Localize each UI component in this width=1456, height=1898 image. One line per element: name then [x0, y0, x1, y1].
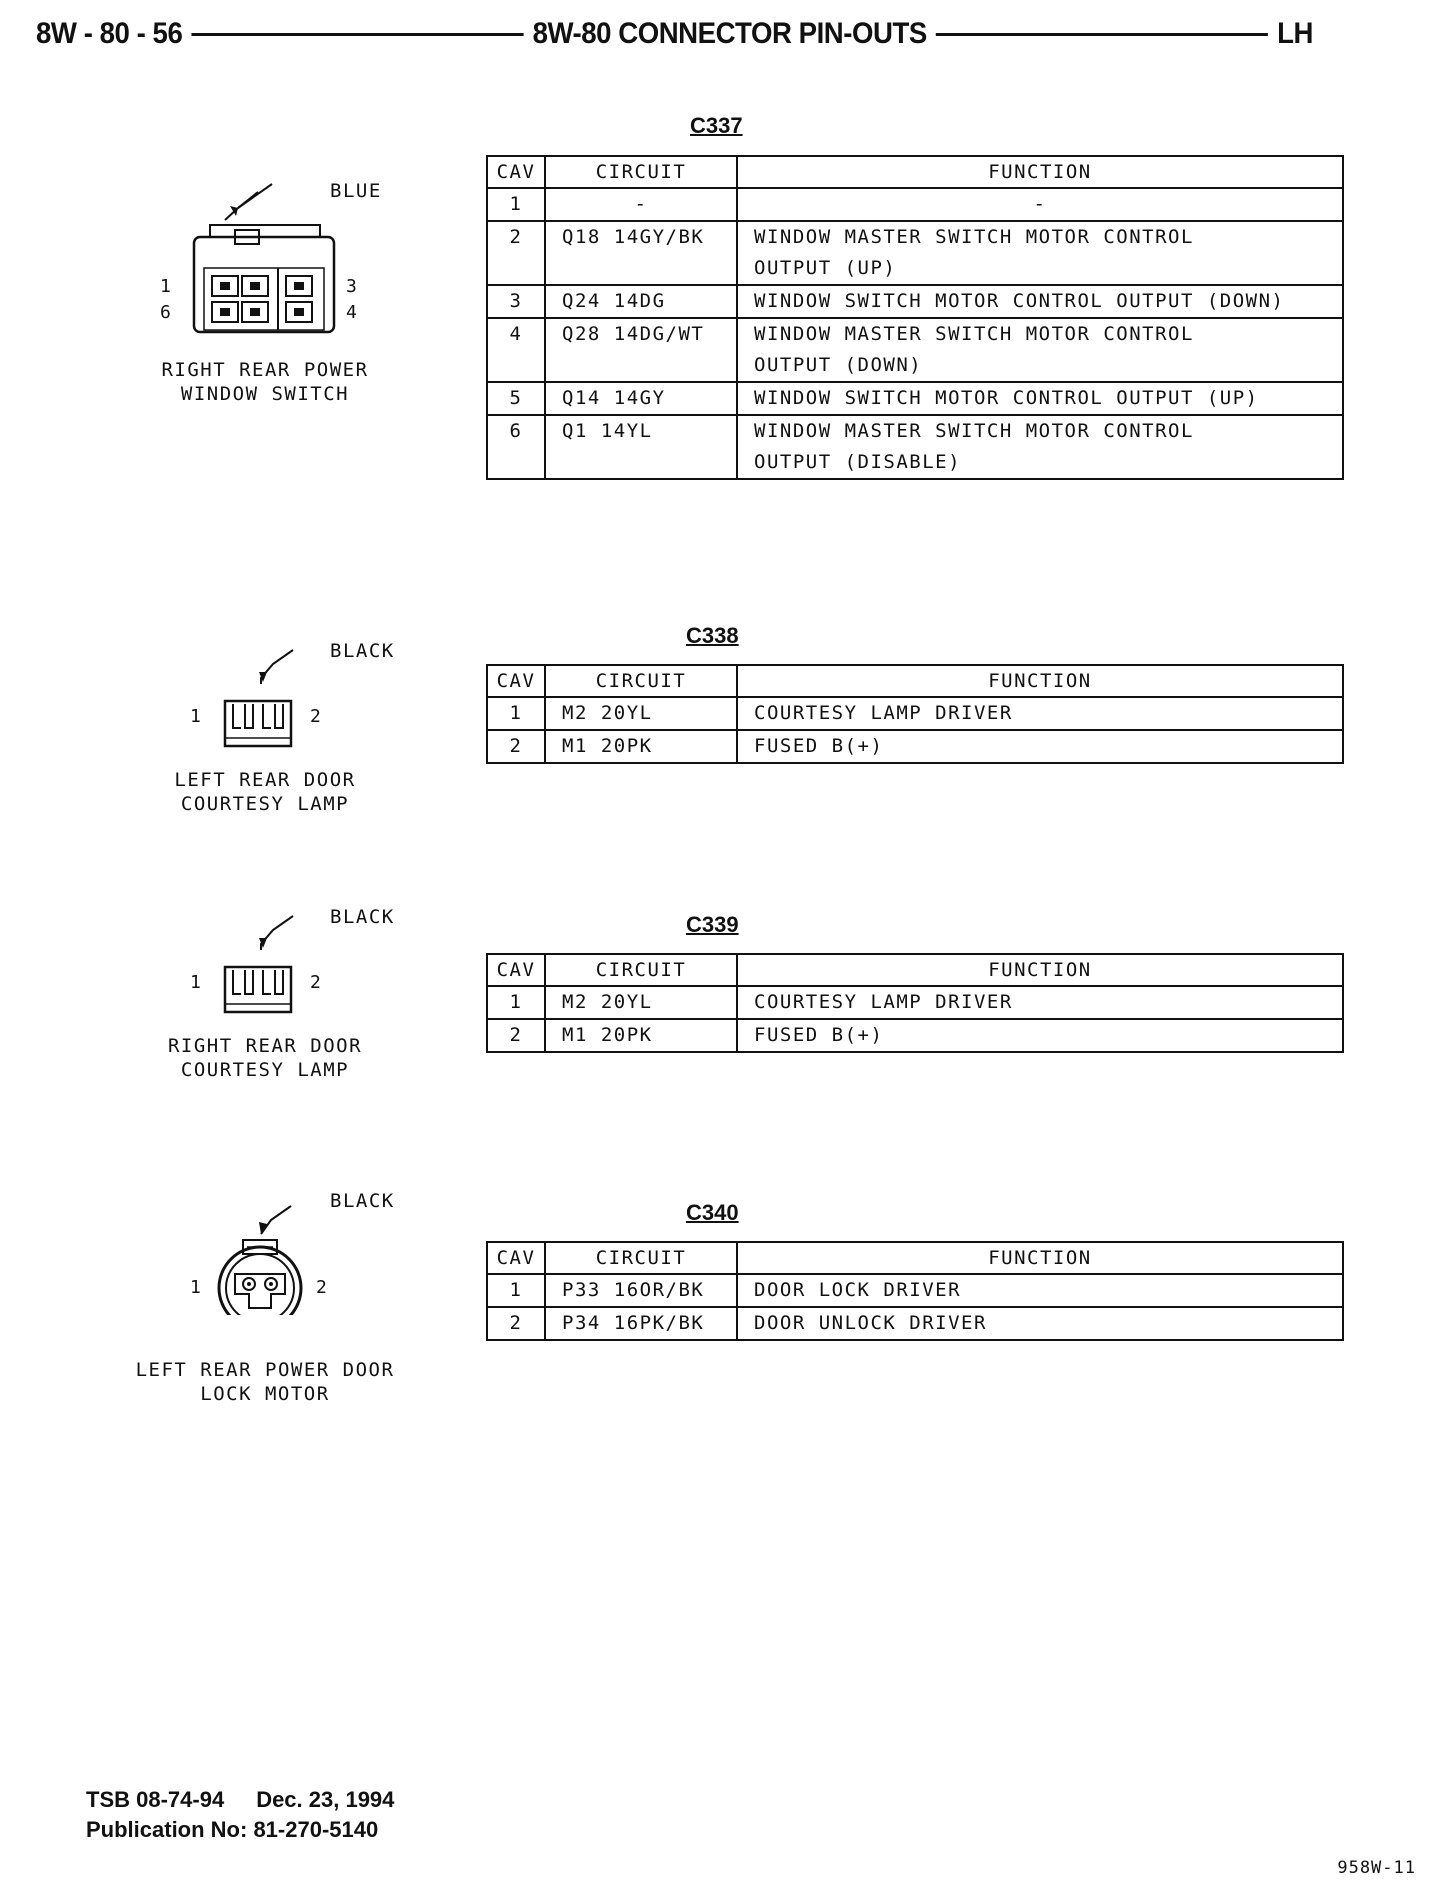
- cav-cell: 1: [487, 986, 545, 1019]
- table-row: [487, 986, 1343, 1019]
- function-cell: [737, 415, 1343, 479]
- pin-label: 1: [160, 276, 171, 297]
- label-line: WINDOW SWITCH: [180, 383, 350, 405]
- circuit-cell: Q28 14DG/WT: [545, 318, 737, 382]
- pin-label: 3: [346, 276, 357, 297]
- table-row: [487, 318, 1343, 382]
- pin-label: 1: [190, 972, 201, 993]
- function-line: WINDOW MASTER SWITCH MOTOR CONTROL: [754, 226, 1194, 248]
- connector-color-c338: BLACK: [330, 640, 395, 662]
- function-cell: [737, 318, 1343, 382]
- page-code: 958W-11: [1337, 1858, 1416, 1878]
- connector-label-c340: [110, 1358, 420, 1406]
- table-header-row: [487, 954, 1343, 986]
- cav-cell: 1: [487, 188, 545, 221]
- function-cell: -: [737, 188, 1343, 221]
- circuit-cell: P34 16PK/BK: [545, 1307, 737, 1340]
- footer: [86, 1785, 394, 1845]
- table-row: [487, 730, 1343, 763]
- function-cell: DOOR LOCK DRIVER: [737, 1274, 1343, 1307]
- cav-cell: 5: [487, 382, 545, 415]
- col-header-circuit: CIRCUIT: [545, 665, 737, 697]
- pin-label: 2: [310, 972, 321, 993]
- col-header-function: FUNCTION: [737, 665, 1343, 697]
- cav-cell: 2: [487, 1019, 545, 1052]
- connector-title-c338: C338: [686, 623, 739, 648]
- pin-label: 2: [316, 1277, 327, 1298]
- circuit-cell: M2 20YL: [545, 986, 737, 1019]
- col-header-cav: CAV: [487, 954, 545, 986]
- cav-cell: 2: [487, 730, 545, 763]
- table-row: [487, 285, 1343, 318]
- function-cell: COURTESY LAMP DRIVER: [737, 986, 1343, 1019]
- col-header-cav: CAV: [487, 1242, 545, 1274]
- side-label: LH: [1277, 17, 1313, 50]
- table-row: [487, 1274, 1343, 1307]
- col-header-circuit: CIRCUIT: [545, 1242, 737, 1274]
- cav-cell: 2: [487, 221, 545, 285]
- label-line: LEFT REAR DOOR: [174, 769, 356, 791]
- table-row: [487, 415, 1343, 479]
- col-header-function: FUNCTION: [737, 954, 1343, 986]
- label-line: COURTESY LAMP: [180, 793, 350, 815]
- function-cell: WINDOW SWITCH MOTOR CONTROL OUTPUT (DOWN): [737, 285, 1343, 318]
- cav-cell: 3: [487, 285, 545, 318]
- col-header-function: FUNCTION: [737, 156, 1343, 188]
- connector-label-c339: [130, 1034, 400, 1082]
- header-rule-left: [192, 33, 524, 36]
- function-cell: FUSED B(+): [737, 730, 1343, 763]
- function-cell: WINDOW SWITCH MOTOR CONTROL OUTPUT (UP): [737, 382, 1343, 415]
- cav-cell: 1: [487, 1274, 545, 1307]
- function-line: OUTPUT (DOWN): [754, 354, 923, 376]
- circuit-cell: Q24 14DG: [545, 285, 737, 318]
- connector-diagram-c339: [215, 904, 305, 1019]
- function-line: WINDOW MASTER SWITCH MOTOR CONTROL: [754, 323, 1194, 345]
- col-header-circuit: CIRCUIT: [545, 156, 737, 188]
- connector-label-c337: [130, 358, 400, 406]
- circuit-cell: M2 20YL: [545, 697, 737, 730]
- label-line: LOCK MOTOR: [200, 1383, 330, 1405]
- table-row: [487, 697, 1343, 730]
- pinout-table-c337: [486, 155, 1344, 480]
- connector-color-c340: BLACK: [330, 1190, 395, 1212]
- page-number: 8W - 80 - 56: [36, 17, 183, 50]
- table-row: [487, 1307, 1343, 1340]
- pin-label: 6: [160, 302, 171, 323]
- circuit-cell: Q1 14YL: [545, 415, 737, 479]
- pinout-table-c339: [486, 953, 1344, 1053]
- table-row: [487, 188, 1343, 221]
- circuit-cell: M1 20PK: [545, 1019, 737, 1052]
- page-title: 8W-80 CONNECTOR PIN-OUTS: [532, 17, 927, 50]
- table-header-row: [487, 1242, 1343, 1274]
- circuit-cell: Q14 14GY: [545, 382, 737, 415]
- col-header-cav: CAV: [487, 665, 545, 697]
- col-header-cav: CAV: [487, 156, 545, 188]
- function-cell: [737, 221, 1343, 285]
- function-cell: FUSED B(+): [737, 1019, 1343, 1052]
- function-cell: DOOR UNLOCK DRIVER: [737, 1307, 1343, 1340]
- pin-label: 2: [310, 706, 321, 727]
- page-header: [36, 14, 1313, 54]
- function-line: WINDOW MASTER SWITCH MOTOR CONTROL: [754, 420, 1194, 442]
- label-line: COURTESY LAMP: [180, 1059, 350, 1081]
- label-line: RIGHT REAR DOOR: [167, 1035, 363, 1057]
- connector-label-c338: [130, 768, 400, 816]
- connector-diagram-c337: [180, 170, 350, 340]
- cav-cell: 4: [487, 318, 545, 382]
- circuit-cell: Q18 14GY/BK: [545, 221, 737, 285]
- table-header-row: [487, 665, 1343, 697]
- pin-label: 4: [346, 302, 357, 323]
- cav-cell: 2: [487, 1307, 545, 1340]
- connector-color-c339: BLACK: [330, 906, 395, 928]
- publication-number: Publication No: 81-270-5140: [86, 1817, 379, 1842]
- function-line: OUTPUT (UP): [754, 257, 897, 279]
- pinout-table-c338: [486, 664, 1344, 764]
- col-header-circuit: CIRCUIT: [545, 954, 737, 986]
- table-header-row: [487, 156, 1343, 188]
- function-cell: COURTESY LAMP DRIVER: [737, 697, 1343, 730]
- table-row: [487, 1019, 1343, 1052]
- cav-cell: 1: [487, 697, 545, 730]
- pin-label: 1: [190, 706, 201, 727]
- tsb-number: TSB 08-74-94: [86, 1787, 225, 1812]
- circuit-cell: M1 20PK: [545, 730, 737, 763]
- tsb-date: Dec. 23, 1994: [256, 1787, 395, 1812]
- pin-label: 1: [190, 1277, 201, 1298]
- pinout-table-c340: [486, 1241, 1344, 1341]
- function-line: OUTPUT (DISABLE): [754, 451, 962, 473]
- connector-title-c337: C337: [690, 113, 743, 138]
- label-line: LEFT REAR POWER DOOR: [135, 1359, 395, 1381]
- connector-color-c337: BLUE: [330, 180, 382, 202]
- col-header-function: FUNCTION: [737, 1242, 1343, 1274]
- cav-cell: 6: [487, 415, 545, 479]
- connector-title-c339: C339: [686, 912, 739, 937]
- circuit-cell: -: [545, 188, 737, 221]
- connector-diagram-c340: [205, 1190, 315, 1315]
- connector-diagram-c338: [215, 638, 305, 753]
- table-row: [487, 382, 1343, 415]
- table-row: [487, 221, 1343, 285]
- label-line: RIGHT REAR POWER: [161, 359, 369, 381]
- connector-title-c340: C340: [686, 1200, 739, 1225]
- circuit-cell: P33 16OR/BK: [545, 1274, 737, 1307]
- header-rule-right: [936, 33, 1268, 36]
